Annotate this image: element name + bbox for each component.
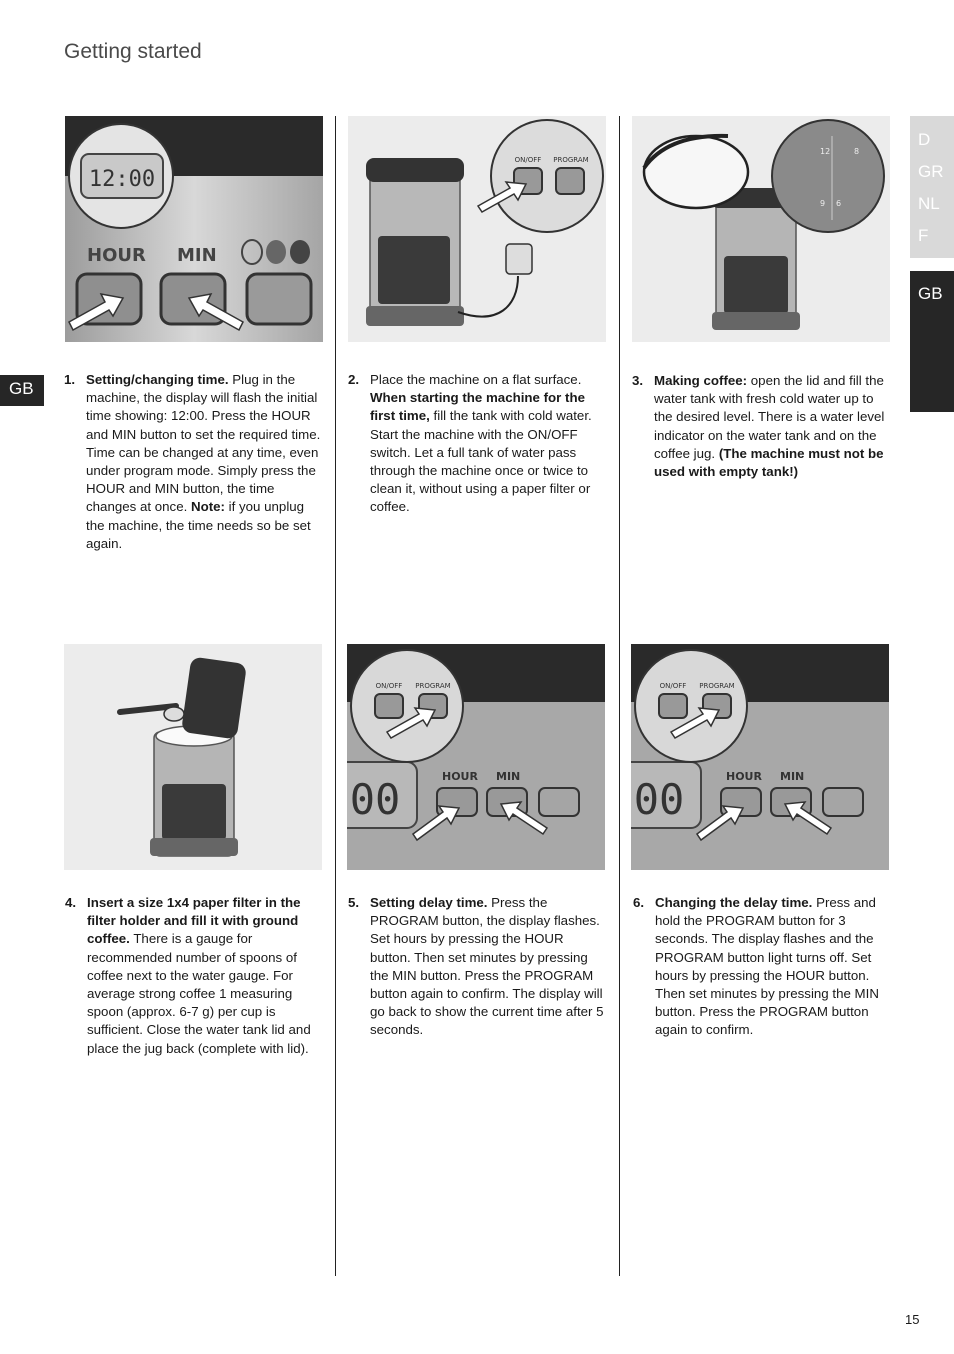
side-language-tab	[0, 375, 44, 406]
step-1-illustration	[65, 116, 323, 342]
note-label: Note:	[190, 499, 225, 515]
step-body	[655, 894, 891, 1040]
step-body	[86, 371, 322, 553]
program-label: PROGRAM	[415, 682, 451, 690]
step-3	[632, 372, 890, 481]
active-language-label: GB	[918, 284, 943, 303]
program-button[interactable]	[539, 788, 579, 816]
step-text: open the lid and fill the water tank with fresh cold water up to the desired level. There is a water level indicator on the water tank and on the coffee jug.	[654, 373, 885, 461]
on-off-button[interactable]	[659, 694, 687, 718]
step-text: Press the PROGRAM button, the display flashes. Set hours by pressing the HOUR button. Then set minutes by pressing the MIN button. Press the PROGRAM button again to confirm. The display will go back to show the current time after 5 seconds.	[370, 895, 604, 1038]
step-number: 1.	[64, 372, 76, 387]
step-4	[65, 894, 323, 1058]
step-number: 3.	[632, 373, 644, 388]
hour-label: HOUR	[442, 770, 478, 783]
step-body	[370, 371, 606, 517]
column-divider	[619, 116, 620, 1276]
step-number: 2.	[348, 372, 360, 387]
display-time: 12:00	[88, 167, 156, 192]
hour-label: HOUR	[87, 245, 146, 266]
lang-tab-nl[interactable]: NL	[918, 194, 940, 213]
step-6-illustration	[631, 644, 889, 870]
step-heading: Setting delay time.	[370, 895, 488, 910]
program-button[interactable]	[823, 788, 863, 816]
active-language-tab[interactable]	[910, 271, 954, 412]
program-button[interactable]	[247, 274, 311, 324]
step-text: There is a gauge for recommended number of spoons of coffee next to the water gauge. For average strong coffee 1 measuring spoon (approx. 6-7 g) per cup is sufficient. Close the water tank lid and place the jug back (complete with lid).	[87, 931, 311, 1056]
program-label: PROGRAM	[699, 682, 735, 690]
step-2	[348, 371, 606, 517]
on-off-button[interactable]	[375, 694, 403, 718]
step-number: 6.	[633, 895, 645, 910]
step-text: Plug in the machine, the display will flash the initial time showing: 12:00. Press the HOUR and MIN button to set the required time. Time can be changed at any time, even under program mode. Simply press the HOUR and MIN button, the time changes at once.	[86, 372, 321, 515]
step-heading: Insert a size 1x4 paper filter in the filter holder and fill it with ground coffee.	[87, 895, 301, 947]
step-text: fill the tank with cold water. Start the machine with the ON/OFF switch. Let a full tank of water pass through the machine once or twice to clean it, without using a paper filter or coffee.	[370, 408, 592, 515]
hour-label: HOUR	[726, 770, 762, 783]
step-number: 5.	[348, 895, 360, 910]
step-body	[654, 372, 890, 481]
step-body	[87, 894, 323, 1058]
column-divider	[335, 116, 336, 1276]
step-number: 4.	[65, 895, 77, 910]
step-emphasis: When starting the machine for the first time,	[370, 390, 585, 424]
page-number: 15	[905, 1312, 920, 1327]
on-off-label: ON/OFF	[659, 682, 687, 690]
note-text: if you unplug the machine, the time needs so be set again.	[86, 499, 311, 551]
step-3-illustration	[632, 116, 890, 342]
step-6	[633, 894, 891, 1040]
step-heading: Making coffee:	[654, 373, 748, 388]
min-label: MIN	[780, 770, 805, 783]
min-label: MIN	[496, 770, 521, 783]
display-digits: 00	[633, 775, 685, 824]
on-off-label: ON/OFF	[514, 156, 542, 164]
step-5-illustration	[347, 644, 605, 870]
level-mark-12: 12	[820, 147, 831, 156]
step-text: Press and hold the PROGRAM button for 3 seconds. The display flashes and the PROGRAM button light turns off. Set hours by pressing the HOUR button. Then set minutes by pressing the MIN button. Press the PROGRAM button again to confirm.	[655, 895, 879, 1038]
lang-tab-d[interactable]: D	[918, 130, 931, 149]
language-tabs	[910, 116, 954, 258]
step-text: Place the machine on a flat surface.	[370, 372, 582, 387]
side-language-label: GB	[9, 379, 34, 398]
step-body	[370, 894, 606, 1040]
page-title: Getting started	[64, 40, 202, 63]
min-label: MIN	[177, 245, 217, 266]
on-off-label: ON/OFF	[375, 682, 403, 690]
level-mark-9: 9	[820, 199, 826, 208]
step-heading: Changing the delay time.	[655, 895, 813, 910]
step-2-illustration	[348, 116, 606, 342]
level-mark-8: 8	[854, 147, 860, 156]
step-1	[64, 371, 322, 553]
level-mark-6: 6	[836, 199, 842, 208]
display-digits: 00	[349, 775, 401, 824]
step-4-illustration	[64, 644, 322, 870]
program-label: PROGRAM	[553, 156, 589, 164]
step-5	[348, 894, 606, 1040]
program-button[interactable]	[556, 168, 584, 194]
lang-tab-f[interactable]: F	[918, 226, 929, 245]
step-heading: Setting/changing time.	[86, 372, 229, 387]
step-warning: (The machine must not be used with empty tank!)	[654, 445, 884, 480]
lang-tab-gr[interactable]: GR	[918, 162, 944, 181]
